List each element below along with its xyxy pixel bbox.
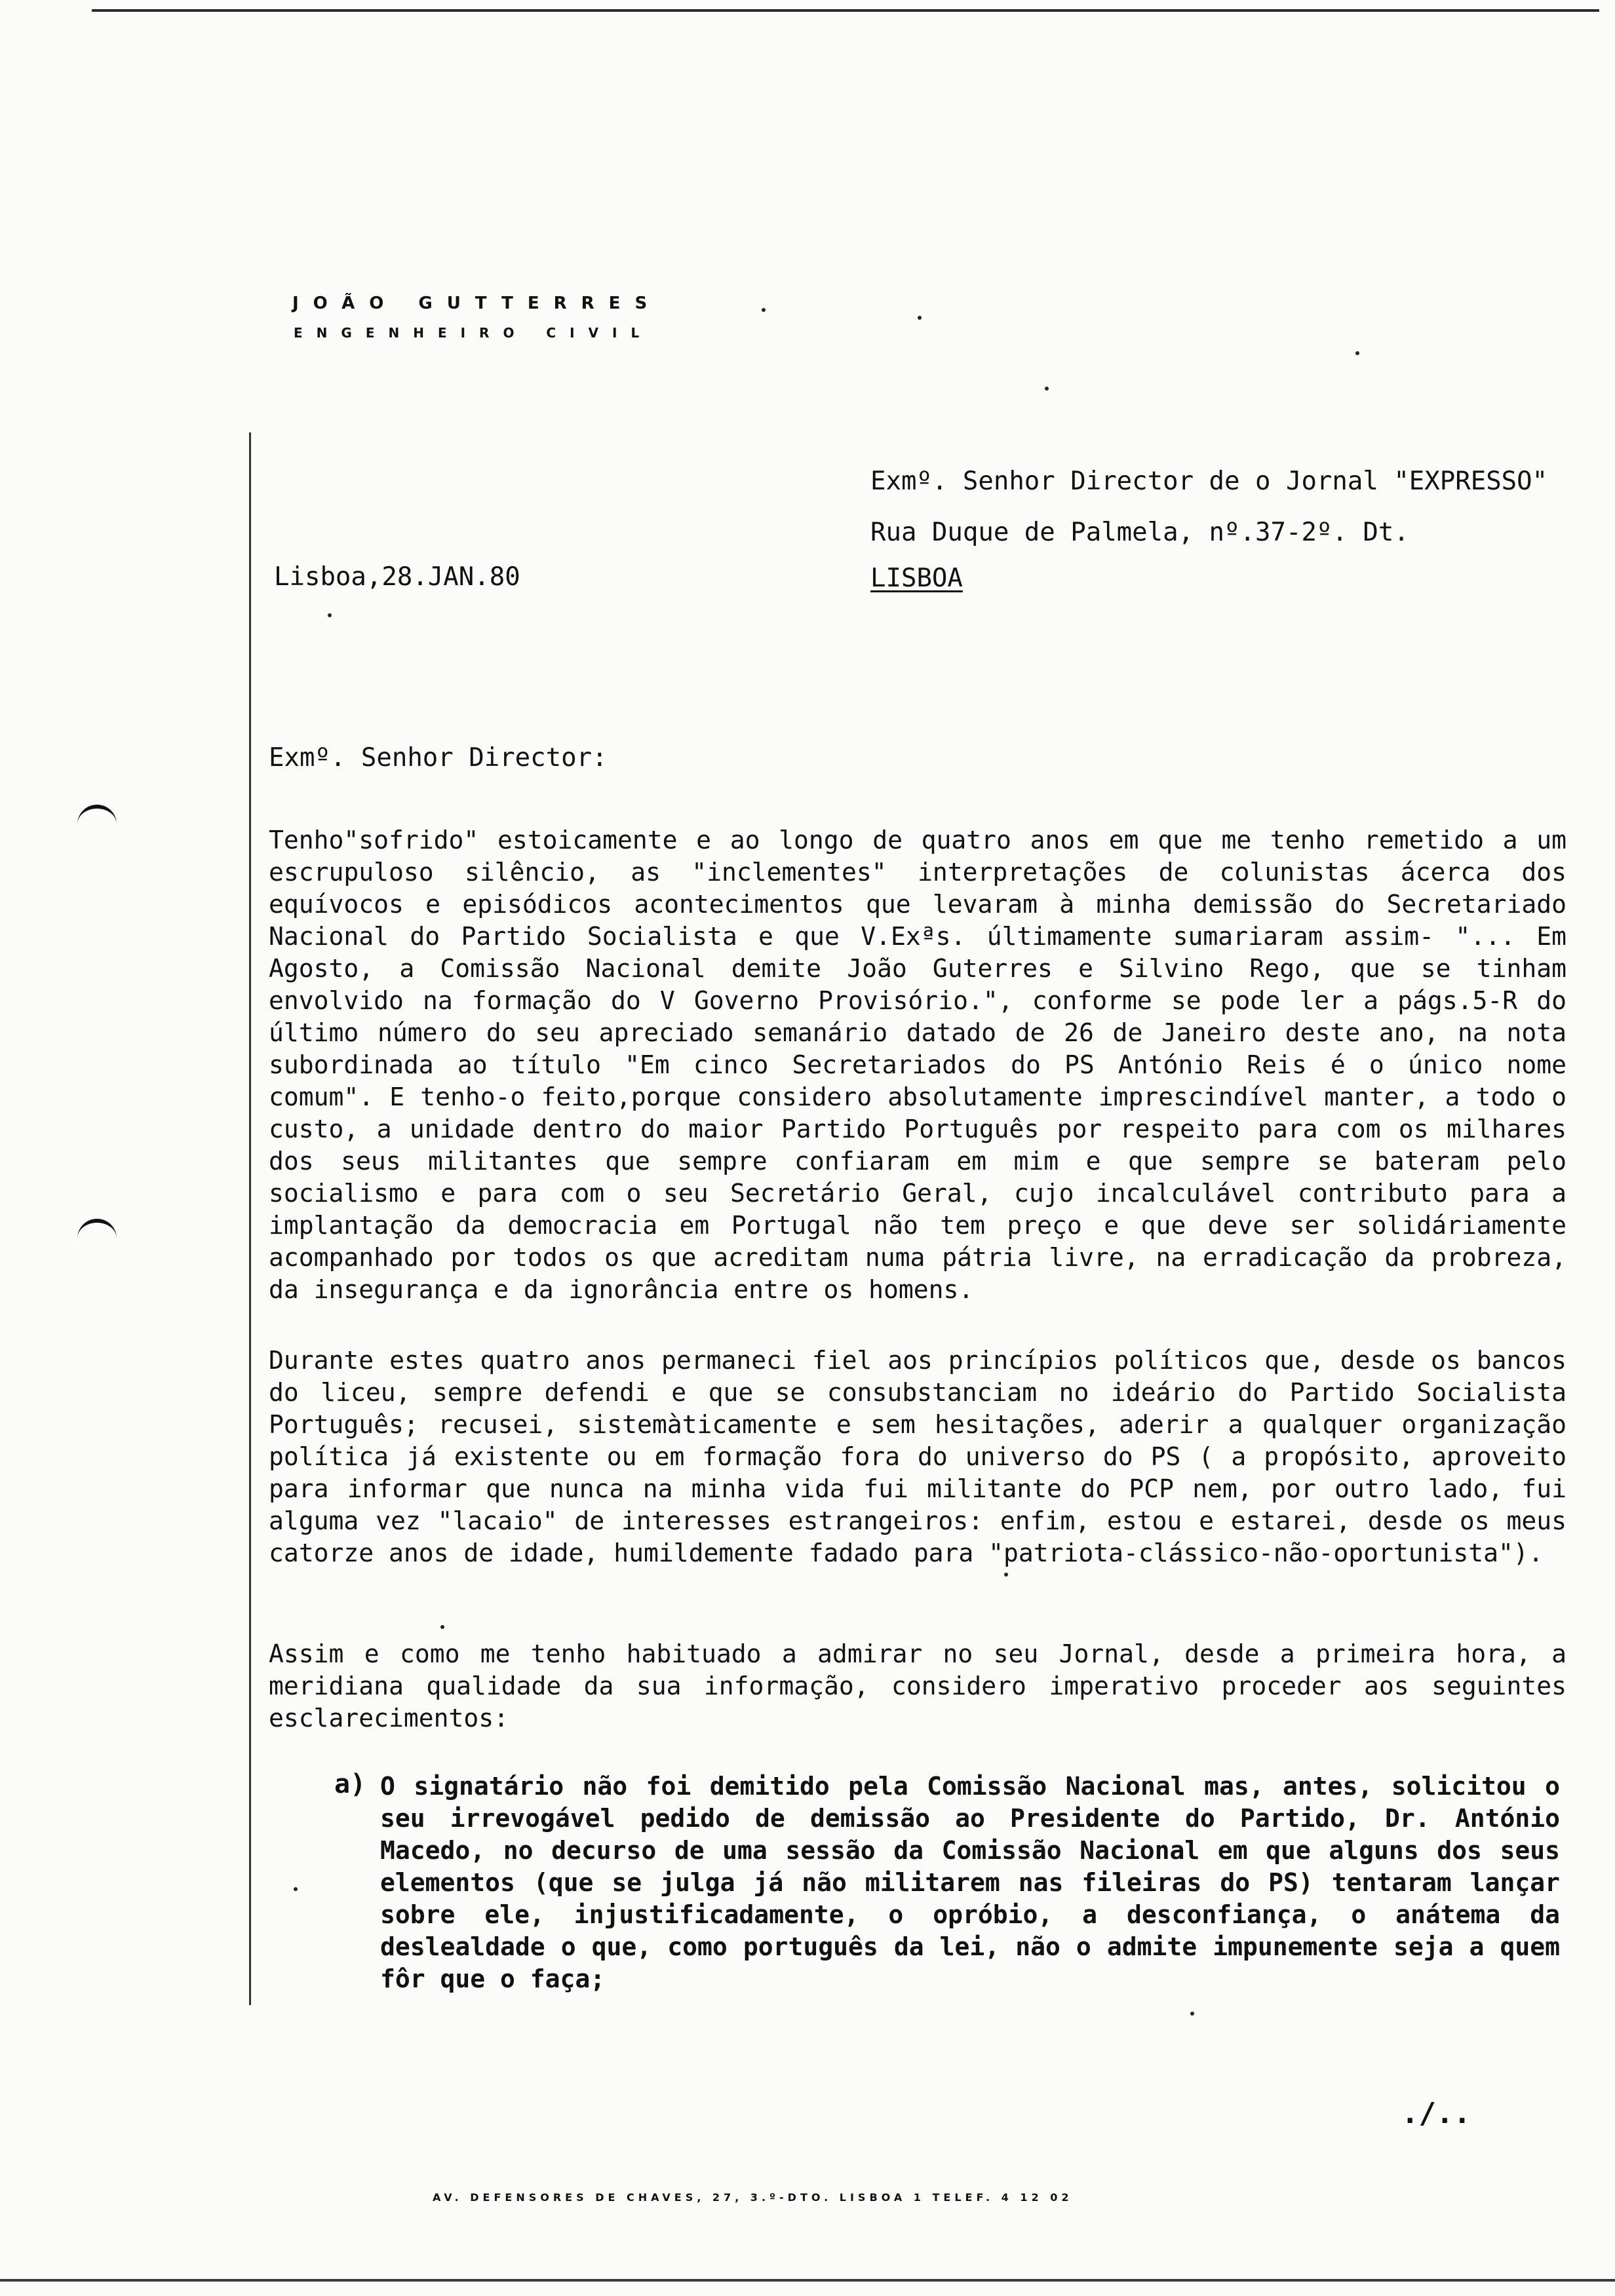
- left-margin-line: [249, 432, 251, 2005]
- letterhead-profession: ENGENHEIRO CIVIL: [294, 325, 653, 341]
- scan-speck: [1190, 2012, 1194, 2016]
- scan-speck: [1004, 1573, 1008, 1577]
- top-edge-rule: [92, 9, 1599, 12]
- recipient-line-2: Rua Duque de Palmela, nº.37-2º. Dt.: [870, 518, 1409, 547]
- scan-speck: [1045, 387, 1049, 391]
- scan-speck: [294, 1887, 298, 1891]
- punch-hole-top: [77, 805, 117, 828]
- recipient-line-1: Exmº. Senhor Director de o Jornal "EXPRESSO": [870, 467, 1548, 496]
- scan-speck: [762, 308, 766, 312]
- body-paragraph-3: Assim e como me tenho habituado a admirar no seu Jornal, desde a primeira hora, a meridiana qualidade da sua informação, considero imperativo proceder aos seguintes esclarecimentos:: [269, 1639, 1566, 1732]
- recipient-line-3: LISBOA: [870, 564, 963, 593]
- scan-speck: [328, 613, 332, 617]
- continuation-mark: ./..: [1401, 2097, 1471, 2130]
- letterhead-name: JOÃO GUTTERRES: [292, 294, 662, 313]
- list-item-label: a): [334, 1769, 366, 1799]
- scan-speck: [918, 316, 922, 320]
- body-paragraph-2: Durante estes quatro anos permaneci fiel aos princípios políticos que, desde os bancos do liceu, sempre defendi e que se consubstanciam no ideário do Partido Socialista Português; recusei, sistemàticamente e sem hesitações, aderir a qualquer organização política já existente ou em formação fora do universo do PS ( a propósito, aproveito para informar que nunca na minha vida fui militante do PCP nem, por outro lado, fui alguma vez "lacaio" de interesses estrangeiros: enfim, estou e estarei, desde os meus catorze anos de idade, humildemente fadado para "patriota-clássico-não-oportunista").: [269, 1346, 1566, 1567]
- salutation: Exmº. Senhor Director:: [269, 743, 608, 773]
- scan-speck: [440, 1625, 444, 1629]
- scan-speck: [1355, 351, 1359, 355]
- letter-date: Lisboa,28.JAN.80: [274, 562, 520, 592]
- list-item-text: O signatário não foi demitido pela Comissão Nacional mas, antes, solicitou o seu irrevogável pedido de demissão ao Presidente do Partido, Dr. António Macedo, no decurso de uma sessão da Comissão Nacional em que alguns dos seus elementos (que se julga já não militarem nas fileiras do PS) tentaram lançar sobre ele, injustificadamente, o opróbio, a desconfiança, o anátema da deslealdade o que, como português da lei, não o admite impunemente seja a quem fôr que o faça;: [380, 1772, 1560, 1993]
- bottom-edge-rule: [0, 2279, 1615, 2282]
- body-paragraph-1: Tenho"sofrido" estoicamente e ao longo de quatro anos em que me tenho remetido a um escrupuloso silêncio, as "inclementes" interpretações de colunistas ácerca dos equívocos e episódicos acontecimentos que levaram à minha demissão do Secretariado Nacional do Partido Socialista e que V.Exªs. últimamente sumariaram assim- "... Em Agosto, a Comissão Nacional demite João Guterres e Silvino Rego, que se tinham envolvido na formação do V Governo Provisório.", conforme se pode ler a págs.5-R do último número do seu apreciado semanário datado de 26 de Janeiro deste ano, na nota subordinada ao título "Em cinco Secretariados do PS António Reis é o único nome comum". E tenho-o feito,porque considero absolutamente imprescindível manter, a todo o custo, a unidade dentro do maior Partido Português por respeito para com os milhares dos seus militantes que sempre confiaram em mim e que sempre se bateram pelo socialismo e para com o seu Secretário Geral, cujo incalculável contributo para a implantação da democracia em Portugal não tem preço e que deve ser solidáriamente acompanhado por todos os que acreditam numa pátria livre, na erradicação da probreza, da insegurança e da ignorância entre os homens.: [269, 826, 1566, 1304]
- footer-address: AV. DEFENSORES DE CHAVES, 27, 3.º-DTO. LISBOA 1 TELEF. 4 12 02: [433, 2191, 1073, 2204]
- punch-hole-bottom: [77, 1219, 117, 1242]
